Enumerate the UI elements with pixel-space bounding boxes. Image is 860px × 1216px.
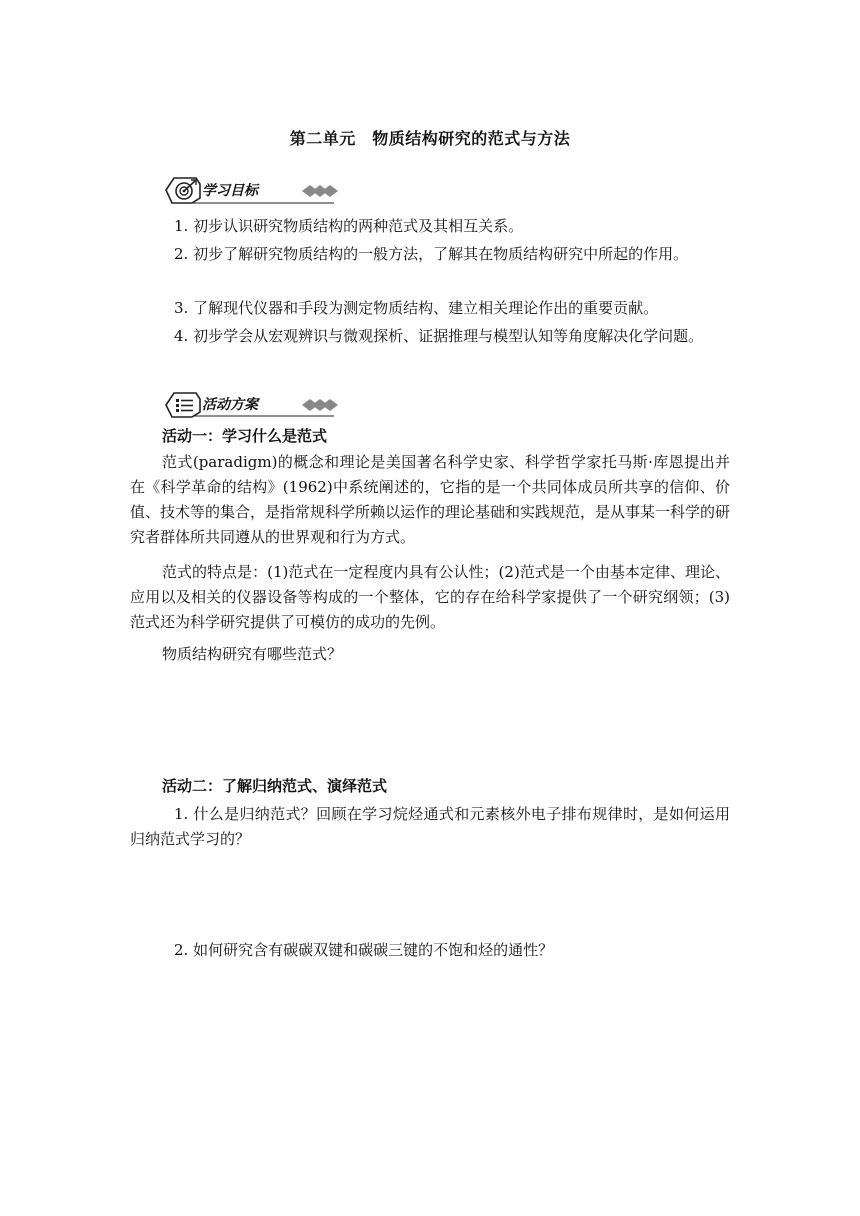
- activities-banner: [162, 390, 342, 422]
- activity1-paragraph-2: 范式的特点是：(1)范式在一定程度内具有公认性；(2)范式是一个由基本定律、理论、应用以及相关的仪器设备等构成的一个整体，它的存在给科学家提供了一个研究纲领；(3)范式还为科学研究提供了可模仿的成功的先例。: [130, 563, 730, 631]
- activities-banner-label: 活动方案: [202, 397, 258, 413]
- page-title: 第二单元 物质结构研究的范式与方法: [289, 129, 571, 148]
- activity1-paragraph-1: 范式(paradigm)的概念和理论是美国著名科学史家、科学哲学家托马斯·库恩提出并在《科学革命的结构》(1962)中系统阐述的，它指的是一个共同体成员所共享的信仰、价值、技术等的集合，是指常规科学所赖以运作的理论基础和实践规范，是从事某一科学的研究者群体所共同遵从的世界观和行为方式。: [130, 453, 731, 546]
- activity2-question-2: 2. 如何研究含有碳碳双键和碳碳三键的不饱和烃的通性？: [174, 941, 554, 959]
- goals-banner: [162, 174, 342, 206]
- goal-item-2: 2. 初步了解研究物质结构的一般方法，了解其在物质结构研究中所起的作用。: [174, 245, 689, 263]
- activity1-question: 物质结构研究有哪些范式？: [162, 645, 343, 663]
- activity2-heading: 活动二：了解归纳范式、演绎范式: [162, 777, 388, 795]
- goals-banner-label: 学习目标: [202, 183, 258, 199]
- goal-item-1: 1. 初步认识研究物质结构的两种范式及其相互关系。: [174, 217, 524, 235]
- activity2-question-1: 1. 什么是归纳范式？回顾在学习烷烃通式和元素核外电子排布规律时，是如何运用归纳范式学习的？: [130, 805, 730, 848]
- goal-item-4: 4. 初步学会从宏观辨识与微观探析、证据推理与模型认知等角度解决化学问题。: [174, 327, 704, 345]
- activity1-heading: 活动一：学习什么是范式: [162, 427, 328, 445]
- goal-item-3: 3. 了解现代仪器和手段为测定物质结构、建立相关理论作出的重要贡献。: [174, 299, 659, 317]
